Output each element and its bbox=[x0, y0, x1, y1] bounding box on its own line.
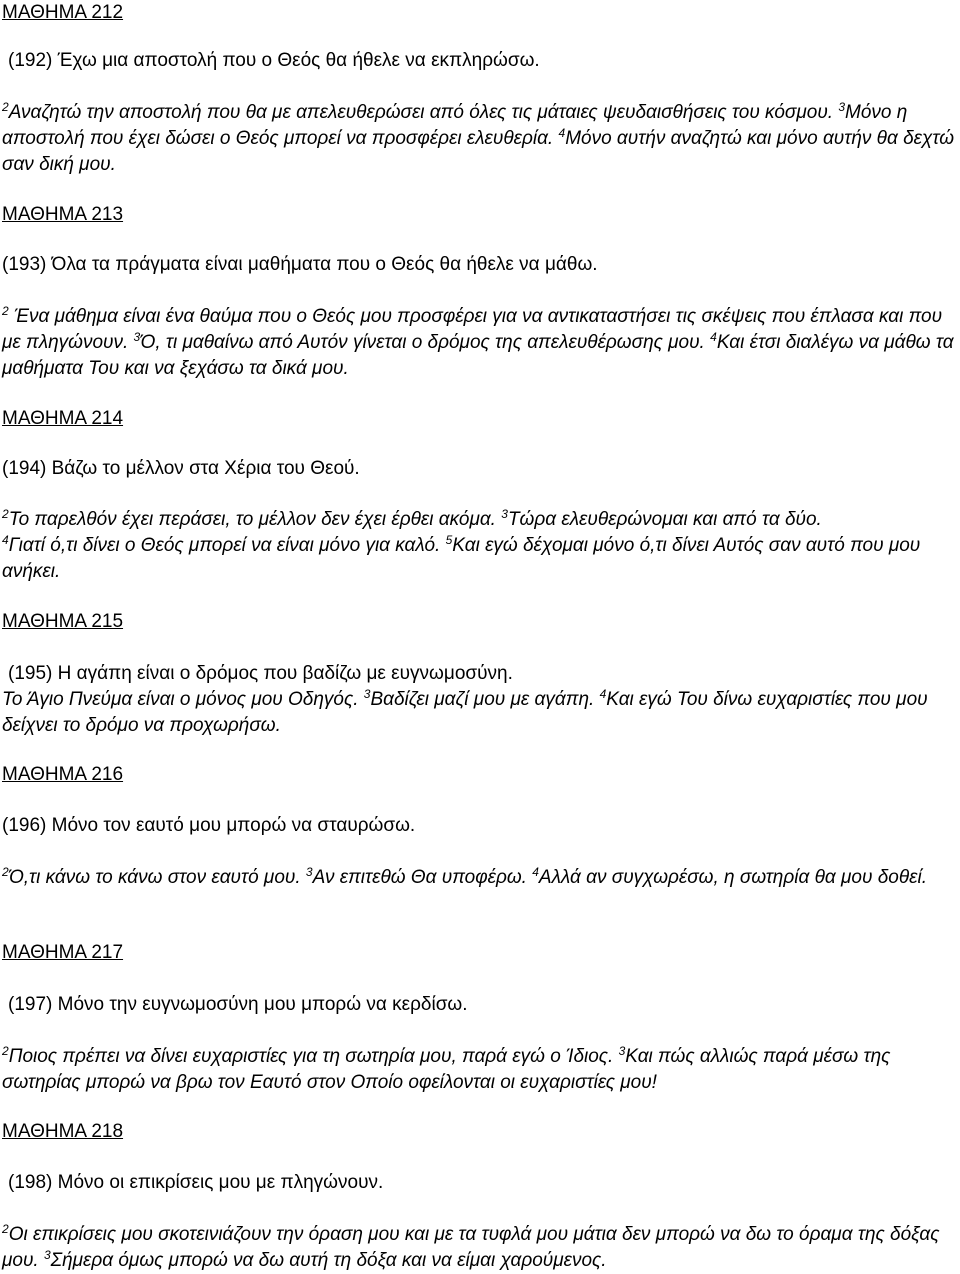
lesson-218-heading: ΜΑΘΗΜΑ 218 bbox=[2, 1121, 124, 1142]
lesson-217-heading: ΜΑΘΗΜΑ 217 bbox=[2, 942, 124, 963]
lesson-214-heading: ΜΑΘΗΜΑ 214 bbox=[2, 408, 124, 429]
lesson-214-title: (194) Βάζω το μέλλον στα Χέρια του Θεού. bbox=[2, 458, 360, 479]
lesson-212-heading: ΜΑΘΗΜΑ 212 bbox=[2, 2, 124, 23]
lesson-213-heading: ΜΑΘΗΜΑ 213 bbox=[2, 204, 124, 225]
lesson-218-title: (198) Μόνο οι επικρίσεις μου με πληγώνουν. bbox=[8, 1172, 384, 1193]
lesson-212-title: (192) Έχω μια αποστολή που ο Θεός θα ήθελε να εκπληρώσω. bbox=[8, 50, 540, 71]
lesson-215-body: Το Άγιο Πνεύμα είναι ο μόνος μου Οδηγός. $^3$Βαδίζει μαζί μου με αγάπη. $^4$Και εγώ Του δίνω ευχαριστίες που μου δείχνει το δρόμο να προχωρήσω. bbox=[2, 687, 928, 736]
lesson-217-body: $^2$Ποιος πρέπει να δίνει ευχαριστίες για τη σωτηρία μου, παρά εγώ ο Ίδιος. $^3$Και πώς αλλιώς παρά μέσω της σωτηρίας μπορώ να βρω τον Εαυτό στον Οποίο οφείλονται οι ευχαριστίες μου! bbox=[2, 1044, 891, 1093]
lesson-212-body: $^2$Αναζητώ την αποστολή που θα με απελευθερώσει από όλες τις μάταιες ψευδαισθήσεις του κόσμου. $^3$Μόνο η αποστολή που έχει δώσει ο Θεός μπορεί να προσφέρει ελευθερία. $^4$Μόνο αυτήν αναζητώ και μόνο αυτήν θα δεχτώ σαν δική μου. bbox=[2, 100, 954, 175]
lesson-215-heading: ΜΑΘΗΜΑ 215 bbox=[2, 611, 124, 632]
lesson-217-title: (197) Μόνο την ευγνωμοσύνη μου μπορώ να κερδίσω. bbox=[8, 994, 468, 1015]
lesson-218-body: $^2$Οι επικρίσεις μου σκοτεινιάζουν την όραση μου και με τα τυφλά μου μάτια δεν μπορώ να δω το όραμα της δόξας μου. $^3$Σήμερα όμως μπορώ να δω αυτή τη δόξα και να είμαι χαρούμενος. bbox=[2, 1222, 940, 1271]
lesson-216-body: $^2$Ό,τι κάνω το κάνω στον εαυτό μου. $^3$Αν επιτεθώ Θα υποφέρω. $^4$Αλλά αν συγχωρέσω, η σωτηρία θα μου δοθεί. bbox=[2, 865, 927, 888]
lesson-214-body: $^2$Το παρελθόν έχει περάσει, το μέλλον δεν έχει έρθει ακόμα. $^3$Τώρα ελευθερώνομαι και από τα δύο. $^4$Γιατί ό,τι δίνει ο Θεός μπορεί να είναι μόνο για καλό. $^5$Και εγώ δέχομαι μόνο ό,τι δίνει Αυτός σαν αυτό που μου ανήκει. bbox=[2, 507, 921, 582]
lesson-216-heading: ΜΑΘΗΜΑ 216 bbox=[2, 764, 124, 785]
lesson-213-body: $^2$ Ένα μάθημα είναι ένα θαύμα που ο Θεός μου προσφέρει για να αντικαταστήσει τις σκέψεις που έπλασα και που με πληγώνουν. $^3$Ό, τι μαθαίνω από Αυτόν γίνεται ο δρόμος της απελευθέρωσης μου. $^4$Και έτσι διαλέγω να μάθω τα μαθήματα Του και να ξεχάσω τα δικά μου. bbox=[2, 304, 954, 379]
lesson-213-title: (193) Όλα τα πράγματα είναι μαθήματα που ο Θεός θα ήθελε να μάθω. bbox=[2, 254, 598, 275]
lesson-215-title: (195) Η αγάπη είναι ο δρόμος που βαδίζω με ευγνωμοσύνη. bbox=[8, 663, 513, 684]
lesson-216-title: (196) Μόνο τον εαυτό μου μπορώ να σταυρώσω. bbox=[2, 815, 416, 836]
